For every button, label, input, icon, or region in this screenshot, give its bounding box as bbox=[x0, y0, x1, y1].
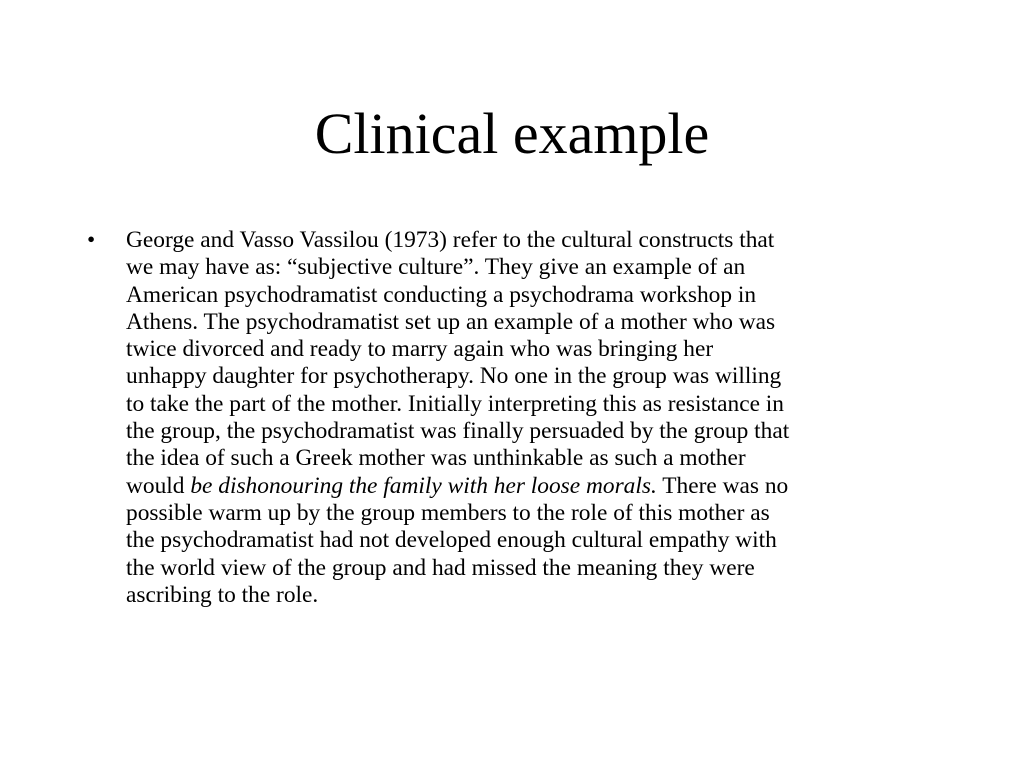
bullet-list bbox=[87, 227, 947, 609]
body-line-7: to take the part of the mother. Initially interpreting this as resistance in bbox=[126, 390, 784, 417]
body-line-6: unhappy daughter for psychotherapy. No one in the group was willing bbox=[126, 363, 782, 390]
body-line-11: possible warm up by the group members to the role of this mother as bbox=[126, 499, 770, 526]
body-line-9: the idea of such a Greek mother was unthinkable as such a mother bbox=[126, 445, 746, 472]
body-line-10-start: would bbox=[126, 472, 191, 499]
body-line-13: the world view of the group and had missed the meaning they were bbox=[126, 554, 755, 581]
body-line-1: George and Vasso Vassilou (1973) refer to the cultural constructs that bbox=[126, 227, 775, 253]
body-line-12: the psychodramatist had not developed enough cultural empathy with bbox=[126, 527, 777, 554]
body-line-14: ascribing to the role. bbox=[126, 581, 319, 608]
body-line-2: we may have as: “subjective culture”. They give an example of an bbox=[126, 254, 746, 281]
body-line-8: the group, the psychodramatist was finally persuaded by the group that bbox=[126, 418, 790, 445]
bullet-item bbox=[87, 227, 947, 609]
body-line-10 bbox=[126, 473, 947, 500]
body-line-10-end: There was no bbox=[656, 472, 789, 499]
body-line-5: twice divorced and ready to marry again who was bringing her bbox=[126, 336, 714, 363]
body-line-4: Athens. The psychodramatist set up an example of a mother who was bbox=[126, 308, 776, 335]
italic-quote: be dishonouring the family with her loose morals. bbox=[190, 472, 657, 499]
bullet-icon: • bbox=[87, 227, 96, 253]
slide-title: Clinical example bbox=[314, 101, 710, 166]
body-line-3: American psychodramatist conducting a psychodrama workshop in bbox=[126, 281, 757, 308]
